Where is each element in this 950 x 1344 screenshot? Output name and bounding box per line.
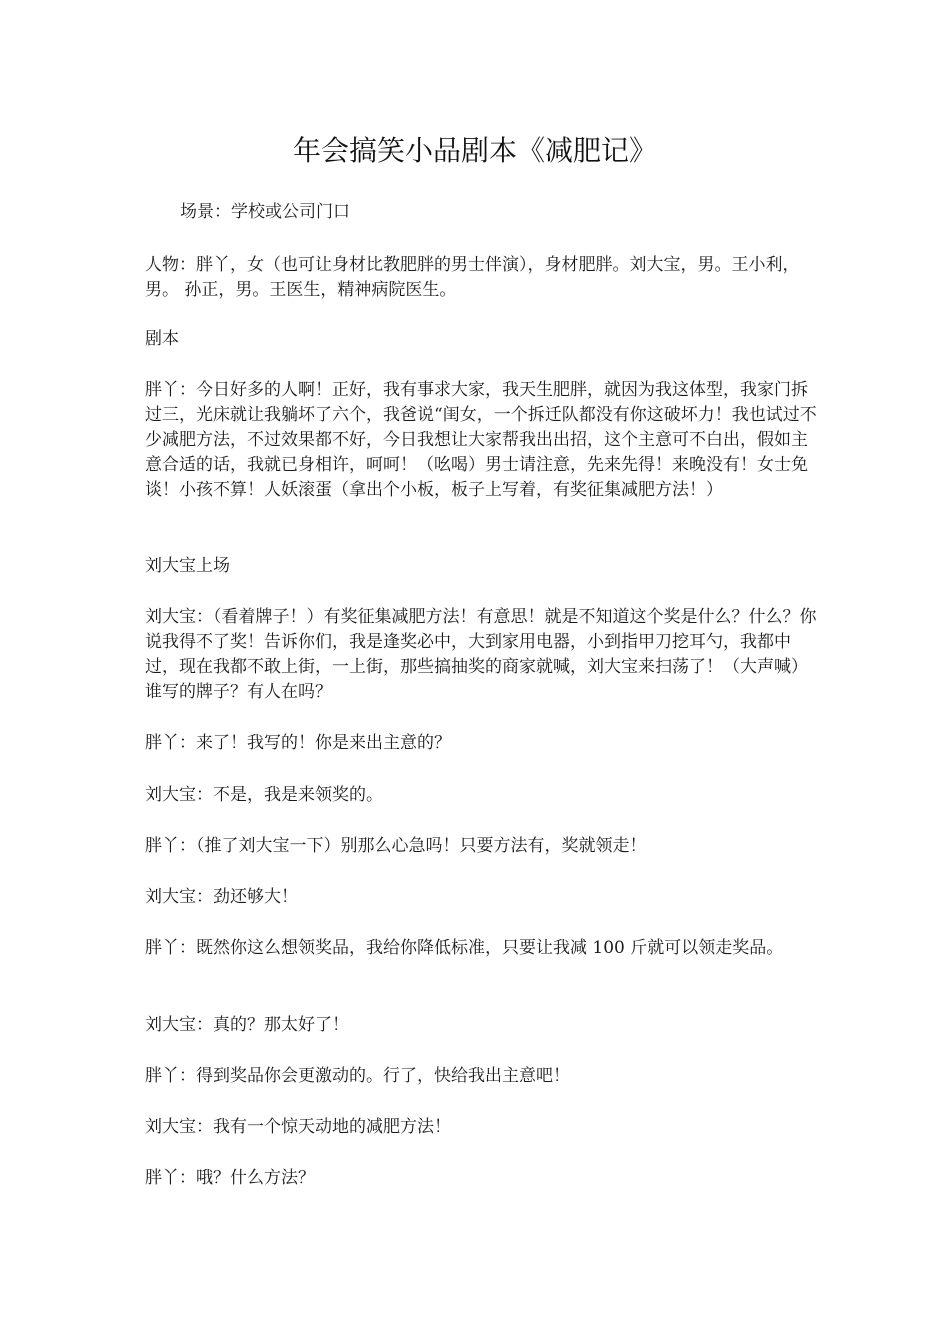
script-heading: 剧本 <box>145 329 179 349</box>
dialogue-paragraph: 刘大宝：（看着牌子！）有奖征集减肥方法！有意思！就是不知道这个奖是什么？什么？你说我得不了奖！告诉你们，我是逢奖必中，大到家用电器，小到指甲刀挖耳勺，我都中过，现在我都不敢上街，一上街，那些搞抽奖的商家就喊，刘大宝来扫荡了！（大声喊）谁写的牌子？有人在吗？ <box>145 607 817 702</box>
scene-line: 场景：学校或公司门口 <box>180 202 350 222</box>
dialogue-paragraph: 刘大宝：我有一个惊天动地的减肥方法！ <box>145 1117 451 1137</box>
document-title: 年会搞笑小品剧本《减肥记》 <box>292 134 657 167</box>
dialogue-paragraph: 胖丫：（推了刘大宝一下）别那么心急吗！只要方法有，奖就领走！ <box>145 836 647 856</box>
dialogue-paragraph: 刘大宝：不是，我是来领奖的。 <box>145 785 383 805</box>
dialogue-paragraph: 胖丫：哦？什么方法？ <box>145 1168 315 1188</box>
dialogue-paragraph: 胖丫：今日好多的人啊！正好，我有事求大家，我天生肥胖，就因为我这体型，我家门拆过三，光床就让我躺坏了六个，我爸说“闺女，一个拆迁队都没有你这破坏力！我也试过不少减肥方法，不过效果都不好，今日我想让大家帮我出出招，这个主意可不白出，假如主意合适的话，我就已身相许，呵呵！（吆喝）男士请注意，先来先得！来晚没有！女士免谈！小孩不算！人妖滚蛋（拿出个小板，板子上写着，有奖征集减肥方法！） <box>145 380 817 500</box>
dialogue-paragraph: 胖丫：既然你这么想领奖品，我给你降低标准，只要让我减 100 斤就可以领走奖品。 <box>145 938 784 958</box>
dialogue-paragraph: 胖丫：来了！我写的！你是来出主意的？ <box>145 733 451 753</box>
characters-paragraph: 人物：胖丫，女（也可让身材比教肥胖的男士伴演），身材肥胖。刘大宝，男。王小利，男。 孙正，男。王医生，精神病院医生。 <box>145 255 800 300</box>
dialogue-paragraph: 刘大宝：真的？那太好了！ <box>145 1015 349 1035</box>
stage-direction: 刘大宝上场 <box>145 556 230 576</box>
dialogue-paragraph: 刘大宝：劲还够大！ <box>145 887 298 907</box>
dialogue-paragraph: 胖丫：得到奖品你会更激动的。行了，快给我出主意吧！ <box>145 1066 570 1086</box>
